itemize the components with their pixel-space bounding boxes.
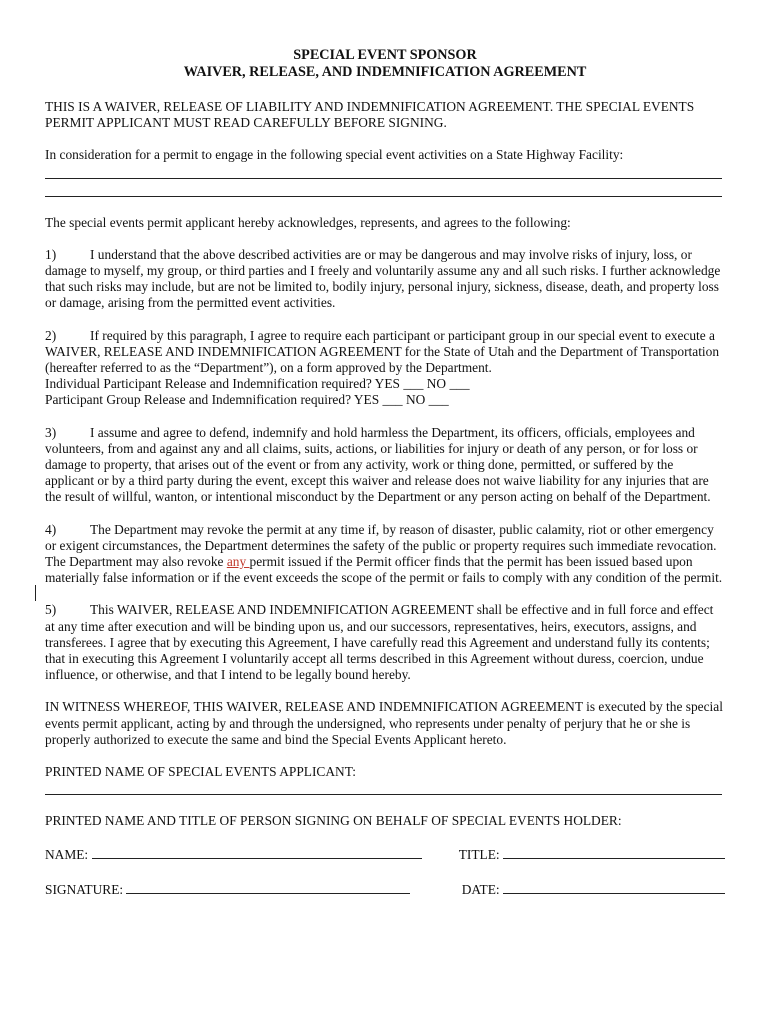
- item-text: If required by this paragraph, I agree to require each participant or participant group in our special event to execute a WAIVER, RELEASE AND INDEMNIFICATION AGREEMENT for the State of Utah and the Department of Transportation (hereafter referred to as the “Department”), on a form approved by the Department.: [45, 327, 720, 376]
- name-label: NAME:: [45, 846, 89, 862]
- tracked-change-text: any: [226, 554, 250, 570]
- item-text: I assume and agree to defend, indemnify and hold harmless the Department, its officers, officials, employees and volunteers, from and against any and all claims, suits, actions, or liabilities for injury or death of any person, or for loss or damage to property, that arises out of the event or from any activity, work or thing done, permitted, or suffered by the applicant or by a third party during the event, except this waiver and release does not waive liability for any injuries that are the result of willful, wanton, or intentional misconduct by the Department or any person acting on behalf of the Department.: [45, 424, 711, 505]
- item-text-b: permit issued if the Permit officer finds that the permit has been issued based upon materially false information or if the event exceeds the scope of the permit or fails to comply with any condition of the permit.: [45, 554, 723, 586]
- name-field: [45, 846, 422, 863]
- signature-field: [45, 881, 410, 898]
- item-number: 1): [45, 246, 57, 262]
- consideration-paragraph: In consideration for a permit to engage in the following special event activities on a State Highway Facility:: [45, 147, 624, 163]
- title-line-2: WAIVER, RELEASE, AND INDEMNIFICATION AGREEMENT: [183, 64, 587, 80]
- title-input-line[interactable]: [503, 846, 725, 859]
- item-3: [45, 425, 725, 506]
- title-field: [459, 846, 725, 863]
- item-2: [45, 328, 725, 377]
- signature-input-line[interactable]: [126, 881, 410, 894]
- name-input-line[interactable]: [92, 846, 422, 859]
- item-1: [45, 247, 725, 312]
- individual-release-line: Individual Participant Release and Indemnification required? YES ___ NO ___: [45, 376, 470, 392]
- item-number: 5): [45, 602, 57, 618]
- witness-paragraph: IN WITNESS WHEREOF, THIS WAIVER, RELEASE AND INDEMNIFICATION AGREEMENT is executed by the special events permit applicant, acting by and through the undersigned, who represents under penalty of perjury that he or she is properly authorized to execute the same and bind the Special Events Applicant hereto.: [45, 699, 723, 747]
- activities-blank-line-1[interactable]: [45, 164, 722, 179]
- printed-name-title-label: PRINTED NAME AND TITLE OF PERSON SIGNING ON BEHALF OF SPECIAL EVENTS HOLDER:: [45, 813, 622, 829]
- name-title-row: [45, 846, 725, 863]
- activities-blank-line-2[interactable]: [45, 182, 722, 197]
- intro-paragraph: THIS IS A WAIVER, RELEASE OF LIABILITY AND INDEMNIFICATION AGREEMENT. THE SPECIAL EVENTS PERMIT APPLICANT MUST READ CAREFULLY BEFORE SIGNING.: [45, 99, 695, 131]
- item-number: 3): [45, 424, 57, 440]
- item-4: [45, 522, 725, 587]
- item-text-a: The Department may revoke the permit at any time if, by reason of disaster, public calamity, riot or other emergency or exigent circumstances, the Department determines the safety of the public or property requires such immediate revocation. The Department may also revoke: [45, 521, 717, 570]
- item-number: 2): [45, 327, 57, 343]
- title-label: TITLE:: [458, 846, 500, 862]
- title-line-1: SPECIAL EVENT SPONSOR: [293, 47, 477, 63]
- date-label: DATE:: [461, 881, 500, 897]
- document-page: [45, 47, 725, 898]
- acknowledge-paragraph: The special events permit applicant hereby acknowledges, represents, and agrees to the following:: [45, 214, 571, 230]
- printed-name-label: PRINTED NAME OF SPECIAL EVENTS APPLICANT:: [45, 764, 356, 780]
- signature-date-row: [45, 881, 725, 898]
- date-input-line[interactable]: [503, 881, 725, 894]
- item-number: 4): [45, 521, 57, 537]
- item-5: [45, 602, 725, 683]
- signature-label: SIGNATURE:: [45, 881, 124, 897]
- printed-name-blank-line[interactable]: [45, 780, 722, 795]
- text-cursor: [35, 585, 36, 601]
- group-release-line: Participant Group Release and Indemnification required? YES ___ NO ___: [45, 392, 449, 408]
- item-text: I understand that the above described activities are or may be dangerous and may involve risks of injury, loss, or damage to myself, my group, or third parties and I freely and voluntarily assume any and all such risks. I further acknowledge that such risks may include, but are not be limited to, bodily injury, personal injury, sickness, disease, death, and property loss or damage, arising from the permitted event activities.: [45, 246, 721, 311]
- date-field: [462, 881, 725, 898]
- item-text: This WAIVER, RELEASE AND INDEMNIFICATION AGREEMENT shall be effective and in full force and effect at any time after execution and will be binding upon us, and our successors, representatives, heirs, executors, assigns, and transferees. I agree that by executing this Agreement, I have carefully read this Agreement and understand fully its contents; that in executing this Agreement I voluntarily accept all terms described in this Agreement without duress, coercion, undue influence, or otherwise, and that I intend to be legally bound hereby.: [45, 602, 714, 683]
